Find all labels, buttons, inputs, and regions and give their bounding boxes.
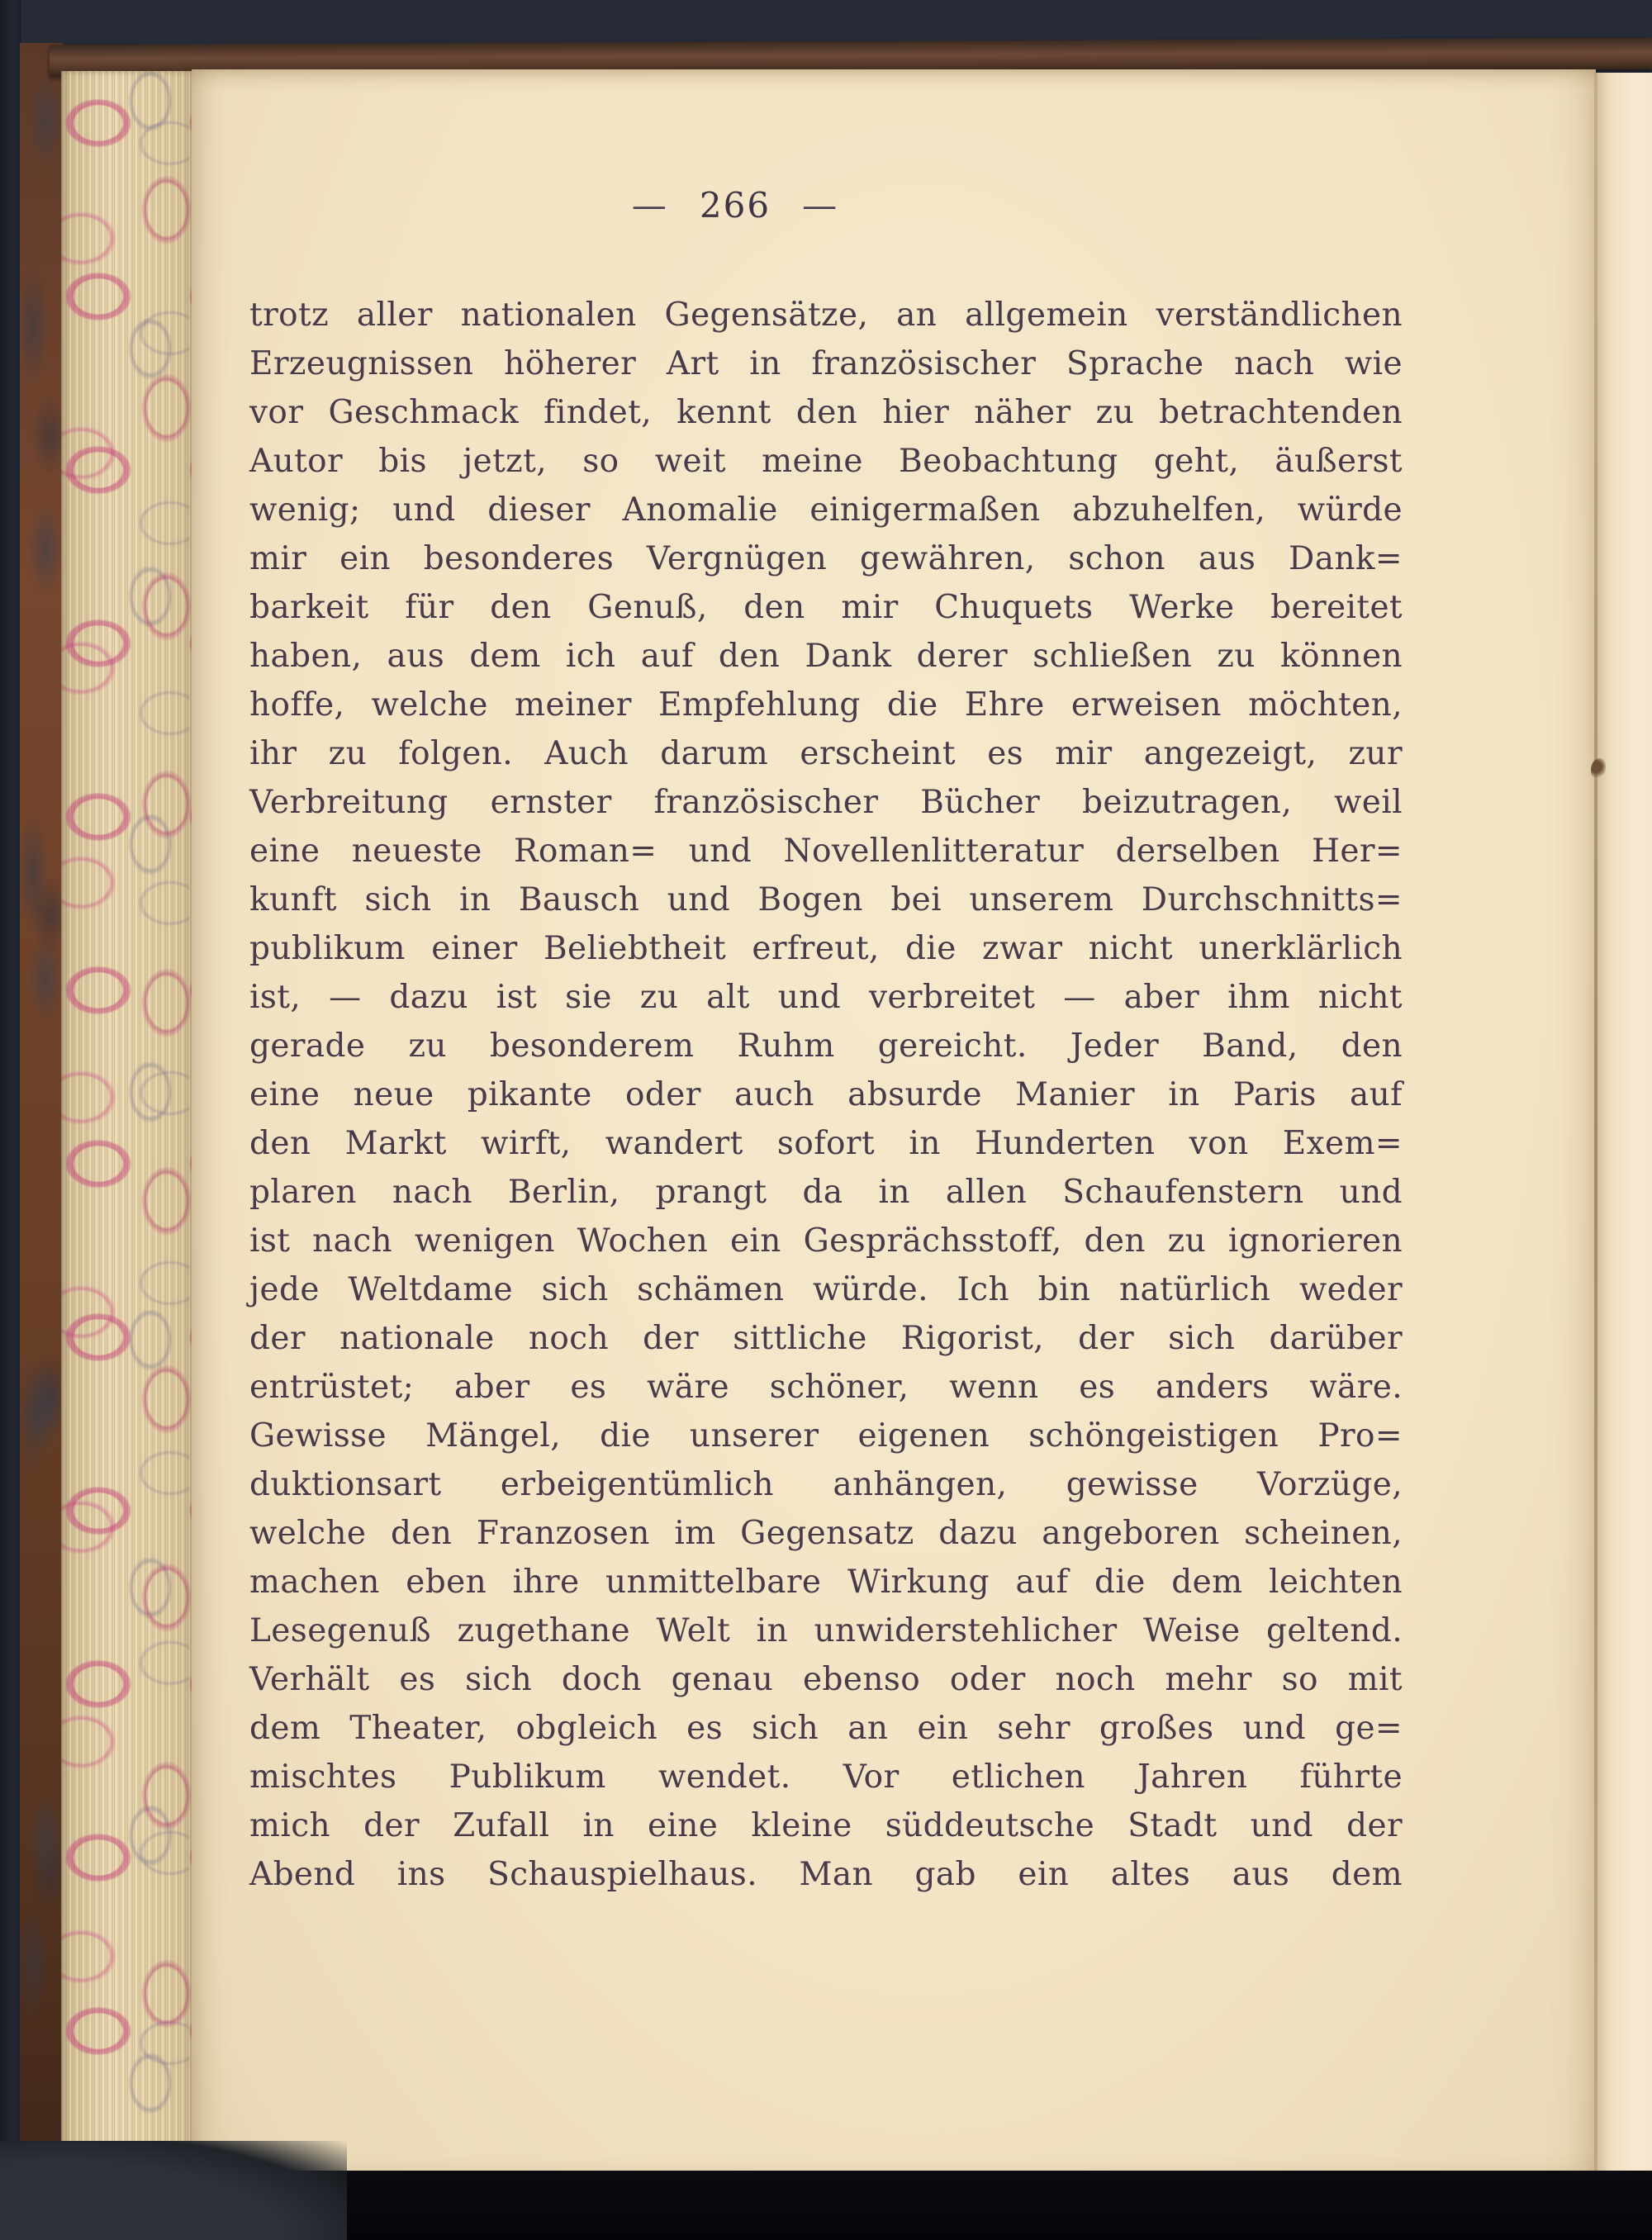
text-line: vor Geschmack findet, kennt den hier näher zu betrachtenden [249,394,1403,431]
text-line: jede Weltdame sich schämen würde. Ich bin natürlich weder [249,1271,1403,1308]
page-header [248,185,1222,225]
text-line: ist, — dazu ist sie zu alt und verbreitet — aber ihm nicht [249,979,1403,1016]
body-text-block [249,291,1403,1899]
text-line: duktionsart erbeigentümlich anhängen, gewisse Vorzüge, [249,1466,1403,1503]
text-line: machen eben ihre unmittelbare Wirkung auf die dem leichten [249,1564,1403,1601]
text-line: plaren nach Berlin, prangt da in allen Schaufenstern und [249,1174,1403,1211]
text-line: wenig; und dieser Anomalie einigermaßen abzuhelfen, würde [249,491,1403,529]
text-line: Autor bis jetzt, so weit meine Beobachtung geht, äußerst [249,443,1403,480]
bottom-cover-corner [0,2141,347,2240]
text-line: Erzeugnissen höherer Art in französischer Sprache nach wie [249,345,1403,382]
text-line: dem Theater, obgleich es sich an ein sehr großes und ge= [249,1710,1403,1747]
text-line: mischtes Publikum wendet. Vor etlichen Jahren führte [249,1758,1403,1796]
text-line: entrüstet; aber es wäre schöner, wenn es anders wäre. [249,1369,1403,1406]
marbled-fore-edge [61,71,195,2172]
text-line: eine neueste Roman= und Novellenlitteratur derselben Her= [249,833,1403,870]
text-line: gerade zu besonderem Ruhm gereicht. Jeder Band, den [249,1027,1403,1065]
text-line: welche den Franzosen im Gegensatz dazu angeboren scheinen, [249,1515,1403,1552]
page-number: 266 [699,185,771,225]
text-line: der nationale noch der sittliche Rigorist, der sich darüber [249,1320,1403,1357]
text-line: publikum einer Beliebtheit erfreut, die zwar nicht unerklärlich [249,930,1403,967]
text-line: eine neue pikante oder auch absurde Manier in Paris auf [249,1076,1403,1113]
spine-leather [20,43,63,2185]
text-line: hoffe, welche meiner Empfehlung die Ehre erweisen möchten, [249,686,1403,724]
text-line: Verhält es sich doch genau ebenso oder noch mehr so mit [249,1661,1403,1698]
text-line: mir ein besonderes Vergnügen gewähren, schon aus Dank= [249,540,1403,577]
text-line: Abend ins Schauspielhaus. Man gab ein altes aus dem [249,1856,1403,1893]
text-line: Lesegenuß zugethane Welt in unwiderstehlicher Weise geltend. [249,1612,1403,1649]
header-dash-left: — [631,185,668,225]
left-cover-cloth [0,0,21,2240]
text-line: den Markt wirft, wandert sofort in Hunderten von Exem= [249,1125,1403,1162]
text-line: Gewisse Mängel, die unserer eigenen schöngeistigen Pro= [249,1417,1403,1455]
gutter-crease [1594,73,1597,2182]
text-line: haben, aus dem ich auf den Dank derer schließen zu können [249,638,1403,675]
text-line: ihr zu folgen. Auch darum erscheint es mir angezeigt, zur [249,735,1403,772]
text-line: barkeit für den Genuß, den mir Chuquets Werke bereitet [249,589,1403,626]
header-dash-right: — [802,185,839,225]
text-line: kunft sich in Bausch und Bogen bei unserem Durchschnitts= [249,881,1403,918]
text-line: mich der Zufall in eine kleine süddeutsche Stadt und der [249,1807,1403,1844]
facing-page-sliver [1596,73,1652,2182]
text-line: Verbreitung ernster französischer Bücher beizutragen, weil [249,784,1403,821]
text-line: trotz aller nationalen Gegensätze, an allgemein verständlichen [249,297,1403,334]
text-line: ist nach wenigen Wochen ein Gesprächsstoff, den zu ignorieren [249,1222,1403,1260]
